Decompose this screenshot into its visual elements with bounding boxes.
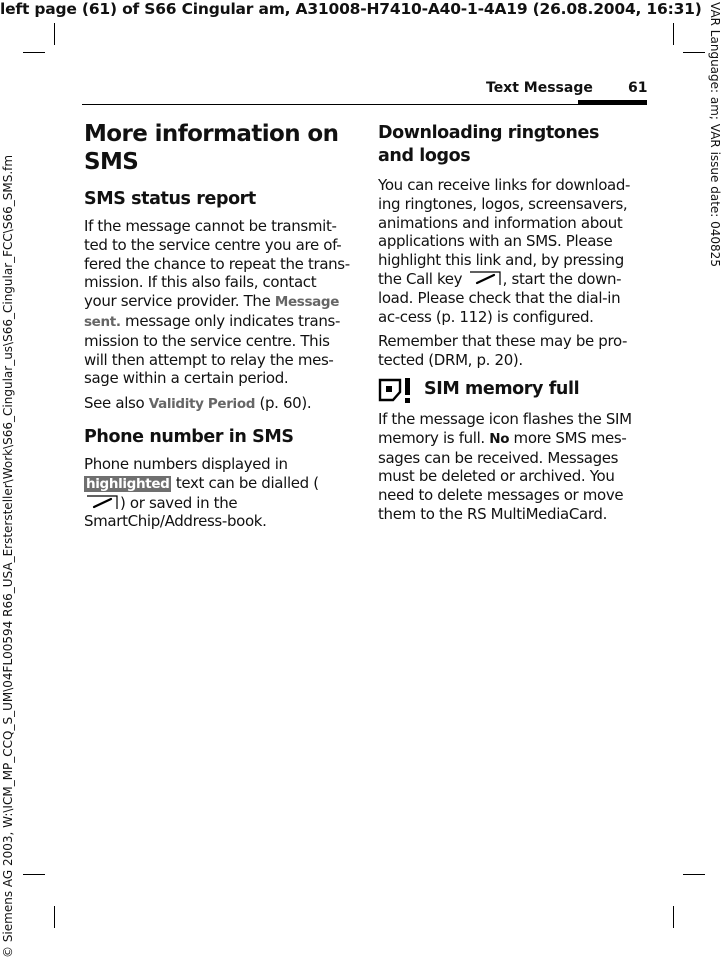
phone-number-paragraph: Phone numbers displayed in highlighted text can be dialled () or saved in the SmartChip/Address-book. [84,454,319,531]
header-rule [82,104,647,105]
crop-mark [683,874,705,875]
sim-memory-heading: SIM memory full [424,379,580,400]
right-column [378,122,646,530]
copyright-path: © Siemens AG 2003, W:\ICM_MP_CCQ_S_UM\04FL00594 R66_USA_Erstersteller\Work\S66_Cingular_us\S66_Cingular_FCC\S66_SMS.fm [1,154,15,958]
warning-note-icon [378,376,414,404]
status-report-paragraph: If the message cannot be transmit-ted to the service centre you are of-fered the chance to repeat the trans-mission. If this also fails, contact your service provider. The Message sent. message only indicates trans-mission to the service centre. This will then attempt to relay the mes-sage within a certain period. [84,217,350,388]
see-also-paragraph: See also Validity Period (p. 60). [84,394,312,413]
var-language-info: VAR Language: am; VAR issue date: 040825 [708,2,722,267]
no-emphasis: No [489,430,510,447]
sim-memory-heading-row [378,376,646,404]
phone-number-heading: Phone number in SMS [84,426,294,447]
print-header: left page (61) of S66 Cingular am, A31008-H7410-A40-1-4A19 (26.08.2004, 16:31) [0,0,702,18]
crop-mark [673,23,674,45]
validity-period-ref: Validity Period [148,396,256,413]
crop-mark [23,52,45,53]
crop-mark [673,906,674,928]
status-report-heading: SMS status report [84,189,256,209]
page-title: More information on SMS [84,121,339,175]
left-column [84,120,352,537]
call-key-icon [84,494,120,511]
crop-mark [54,23,55,45]
page-number: 61 [628,80,648,96]
crop-mark [54,906,55,928]
call-key-icon [467,270,503,287]
downloading-heading: Downloading ringtones and logos [378,123,599,166]
message-sent-ref: Message sent. [84,294,340,330]
downloading-paragraph: You can receive links for download-ing ringtones, logos, screensavers, animations and information about applications with an SMS. Please highlight this link and, by pressing the Call key , start the down-load. Please check that the dial-in ac-cess (p. 112) is configured. [378,176,631,326]
sim-memory-paragraph: If the message icon flashes the SIM memory is full. No more SMS mes-sages can be received. Messages must be deleted or archived. You need to delete messages or move them to the RS MultiMediaCard. [378,409,632,523]
crop-mark [23,874,45,875]
section-title: Text Message [486,80,593,96]
header-tab [578,100,647,104]
highlighted-label: highlighted [86,475,170,492]
drm-paragraph: Remember that these may be pro-tected (DRM, p. 20). [378,332,628,370]
crop-mark [683,52,705,53]
